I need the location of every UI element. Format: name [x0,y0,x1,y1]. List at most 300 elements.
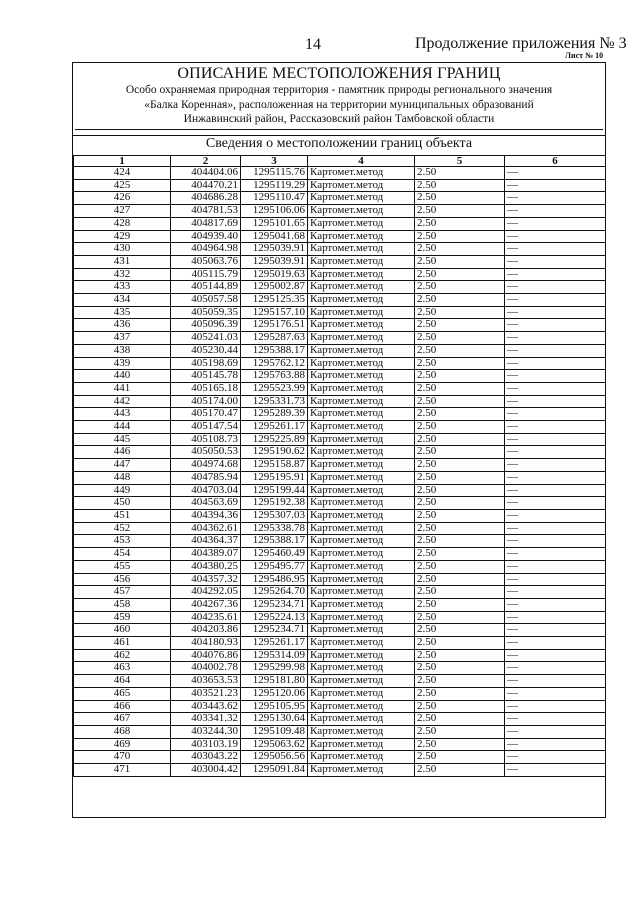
point-number-cell: 428 [74,217,171,230]
accuracy-cell: 2.50 [415,459,505,472]
table-row [74,764,606,777]
x-coordinate-cell: 405057.58 [171,294,241,307]
y-coordinate-cell: 1295181.80 [241,675,308,688]
table-header-row [74,156,606,167]
point-number-cell: 445 [74,433,171,446]
method-cell: Картомет.метод [308,370,415,383]
accuracy-cell: 2.50 [415,637,505,650]
note-cell: — [505,484,606,497]
note-cell: — [505,738,606,751]
method-cell: Картомет.метод [308,624,415,637]
method-cell: Картомет.метод [308,459,415,472]
point-number-cell: 459 [74,611,171,624]
table-row [74,459,606,472]
page-number: 14 [305,36,321,53]
method-cell: Картомет.метод [308,306,415,319]
note-cell: — [505,560,606,573]
x-coordinate-cell: 403443.62 [171,700,241,713]
method-cell: Картомет.метод [308,611,415,624]
point-number-cell: 430 [74,243,171,256]
point-number-cell: 433 [74,281,171,294]
accuracy-cell: 2.50 [415,306,505,319]
table-row [74,662,606,675]
method-cell: Картомет.метод [308,446,415,459]
note-cell: — [505,700,606,713]
y-coordinate-cell: 1295002.87 [241,281,308,294]
method-cell: Картомет.метод [308,179,415,192]
x-coordinate-cell: 405230.44 [171,344,241,357]
accuracy-cell: 2.50 [415,332,505,345]
y-coordinate-cell: 1295763.88 [241,370,308,383]
coordinates-table [73,155,606,777]
method-cell: Картомет.метод [308,738,415,751]
y-coordinate-cell: 1295109.48 [241,725,308,738]
table-row [74,357,606,370]
accuracy-cell: 2.50 [415,738,505,751]
accuracy-cell: 2.50 [415,395,505,408]
x-coordinate-cell: 405170.47 [171,408,241,421]
table-row [74,738,606,751]
y-coordinate-cell: 1295261.17 [241,421,308,434]
x-coordinate-cell: 404817.69 [171,217,241,230]
point-number-cell: 446 [74,446,171,459]
table-row [74,421,606,434]
y-coordinate-cell: 1295110.47 [241,192,308,205]
point-number-cell: 464 [74,675,171,688]
accuracy-cell: 2.50 [415,179,505,192]
x-coordinate-cell: 404785.94 [171,471,241,484]
table-row [74,624,606,637]
accuracy-cell: 2.50 [415,687,505,700]
table-row [74,446,606,459]
method-cell: Картомет.метод [308,700,415,713]
x-coordinate-cell: 404703.04 [171,484,241,497]
point-number-cell: 436 [74,319,171,332]
point-number-cell: 444 [74,421,171,434]
point-number-cell: 426 [74,192,171,205]
note-cell: — [505,281,606,294]
point-number-cell: 460 [74,624,171,637]
point-number-cell: 440 [74,370,171,383]
table-row [74,611,606,624]
note-cell: — [505,509,606,522]
point-number-cell: 466 [74,700,171,713]
accuracy-cell: 2.50 [415,535,505,548]
note-cell: — [505,306,606,319]
note-cell: — [505,205,606,218]
description-line: Особо охраняемая природная территория - памятник природы регионального значения [125,84,553,96]
accuracy-cell: 2.50 [415,624,505,637]
note-cell: — [505,332,606,345]
accuracy-cell: 2.50 [415,382,505,395]
table-row [74,319,606,332]
x-coordinate-cell: 405147.54 [171,421,241,434]
accuracy-cell: 2.50 [415,522,505,535]
x-coordinate-cell: 404364.37 [171,535,241,548]
method-cell: Картомет.метод [308,319,415,332]
note-cell: — [505,624,606,637]
method-cell: Картомет.метод [308,548,415,561]
point-number-cell: 462 [74,649,171,662]
accuracy-cell: 2.50 [415,255,505,268]
point-number-cell: 461 [74,637,171,650]
y-coordinate-cell: 1295091.84 [241,764,308,777]
y-coordinate-cell: 1295460.49 [241,548,308,561]
accuracy-cell: 2.50 [415,294,505,307]
x-coordinate-cell: 404267.36 [171,598,241,611]
table-row [74,433,606,446]
x-coordinate-cell: 404389.07 [171,548,241,561]
table-row [74,179,606,192]
accuracy-cell: 2.50 [415,598,505,611]
accuracy-cell: 2.50 [415,421,505,434]
table-row [74,255,606,268]
method-cell: Картомет.метод [308,560,415,573]
method-cell: Картомет.метод [308,649,415,662]
method-cell: Картомет.метод [308,675,415,688]
y-coordinate-cell: 1295115.76 [241,167,308,180]
note-cell: — [505,408,606,421]
method-cell: Картомет.метод [308,192,415,205]
y-coordinate-cell: 1295192.38 [241,497,308,510]
note-cell: — [505,459,606,472]
x-coordinate-cell: 404380.25 [171,560,241,573]
y-coordinate-cell: 1295101.65 [241,217,308,230]
note-cell: — [505,382,606,395]
table-row [74,344,606,357]
description-line: «Балка Коренная», расположенная на территории муниципальных образований [144,98,534,111]
note-cell: — [505,446,606,459]
table-row [74,370,606,383]
method-cell: Картомет.метод [308,408,415,421]
y-coordinate-cell: 1295495.77 [241,560,308,573]
description-line: Инжавинский район, Рассказовский район Тамбовской области [183,113,495,125]
x-coordinate-cell: 404470.21 [171,179,241,192]
accuracy-cell: 2.50 [415,649,505,662]
accuracy-cell: 2.50 [415,764,505,777]
y-coordinate-cell: 1295388.17 [241,344,308,357]
accuracy-cell: 2.50 [415,446,505,459]
x-coordinate-cell: 405059.35 [171,306,241,319]
note-cell: — [505,179,606,192]
point-number-cell: 455 [74,560,171,573]
accuracy-cell: 2.50 [415,281,505,294]
note-cell: — [505,357,606,370]
x-coordinate-cell: 404563.69 [171,497,241,510]
sheet-label: Лист № 10 [565,51,604,60]
note-cell: — [505,230,606,243]
point-number-cell: 439 [74,357,171,370]
method-cell: Картомет.метод [308,344,415,357]
table-row [74,586,606,599]
y-coordinate-cell: 1295199.44 [241,484,308,497]
point-number-cell: 450 [74,497,171,510]
note-cell: — [505,725,606,738]
method-cell: Картомет.метод [308,433,415,446]
note-cell: — [505,421,606,434]
y-coordinate-cell: 1295056.56 [241,751,308,764]
note-cell: — [505,471,606,484]
document-description [73,83,605,127]
note-cell: — [505,573,606,586]
x-coordinate-cell: 405165.18 [171,382,241,395]
table-row [74,268,606,281]
point-number-cell: 463 [74,662,171,675]
y-coordinate-cell: 1295176.51 [241,319,308,332]
table-row [74,687,606,700]
note-cell: — [505,649,606,662]
note-cell: — [505,535,606,548]
accuracy-cell: 2.50 [415,217,505,230]
point-number-cell: 452 [74,522,171,535]
note-cell: — [505,167,606,180]
table-row [74,509,606,522]
table-row [74,751,606,764]
method-cell: Картомет.метод [308,522,415,535]
method-cell: Картомет.метод [308,357,415,370]
point-number-cell: 449 [74,484,171,497]
y-coordinate-cell: 1295289.39 [241,408,308,421]
note-cell: — [505,611,606,624]
x-coordinate-cell: 405108.73 [171,433,241,446]
x-coordinate-cell: 404404.06 [171,167,241,180]
table-row [74,497,606,510]
y-coordinate-cell: 1295063.62 [241,738,308,751]
point-number-cell: 448 [74,471,171,484]
x-coordinate-cell: 405241.03 [171,332,241,345]
method-cell: Картомет.метод [308,217,415,230]
point-number-cell: 432 [74,268,171,281]
note-cell: — [505,751,606,764]
table-row [74,535,606,548]
table-row [74,725,606,738]
accuracy-cell: 2.50 [415,471,505,484]
y-coordinate-cell: 1295039.91 [241,243,308,256]
table-row [74,332,606,345]
note-cell: — [505,713,606,726]
point-number-cell: 429 [74,230,171,243]
x-coordinate-cell: 403244.30 [171,725,241,738]
note-cell: — [505,433,606,446]
note-cell: — [505,395,606,408]
table-row [74,700,606,713]
document-frame [72,62,606,818]
note-cell: — [505,294,606,307]
x-coordinate-cell: 403043.22 [171,751,241,764]
method-cell: Картомет.метод [308,205,415,218]
method-cell: Картомет.метод [308,725,415,738]
method-cell: Картомет.метод [308,484,415,497]
accuracy-cell: 2.50 [415,700,505,713]
table-row [74,649,606,662]
y-coordinate-cell: 1295287.63 [241,332,308,345]
x-coordinate-cell: 405063.76 [171,255,241,268]
method-cell: Картомет.метод [308,535,415,548]
method-cell: Картомет.метод [308,255,415,268]
note-cell: — [505,319,606,332]
document-title: ОПИСАНИЕ МЕСТОПОЛОЖЕНИЯ ГРАНИЦ [177,65,501,82]
point-number-cell: 425 [74,179,171,192]
note-cell: — [505,687,606,700]
method-cell: Картомет.метод [308,243,415,256]
point-number-cell: 469 [74,738,171,751]
table-row [74,382,606,395]
x-coordinate-cell: 404686.28 [171,192,241,205]
point-number-cell: 427 [74,205,171,218]
point-number-cell: 443 [74,408,171,421]
table-row [74,395,606,408]
table-row [74,205,606,218]
method-cell: Картомет.метод [308,586,415,599]
x-coordinate-cell: 403521.23 [171,687,241,700]
point-number-cell: 471 [74,764,171,777]
x-coordinate-cell: 405115.79 [171,268,241,281]
y-coordinate-cell: 1295307.03 [241,509,308,522]
method-cell: Картомет.метод [308,294,415,307]
table-row [74,294,606,307]
x-coordinate-cell: 404180.93 [171,637,241,650]
y-coordinate-cell: 1295234.71 [241,598,308,611]
point-number-cell: 453 [74,535,171,548]
y-coordinate-cell: 1295158.87 [241,459,308,472]
point-number-cell: 451 [74,509,171,522]
y-coordinate-cell: 1295331.73 [241,395,308,408]
x-coordinate-cell: 404357.32 [171,573,241,586]
accuracy-cell: 2.50 [415,192,505,205]
table-row [74,573,606,586]
accuracy-cell: 2.50 [415,268,505,281]
method-cell: Картомет.метод [308,471,415,484]
point-number-cell: 441 [74,382,171,395]
point-number-cell: 456 [74,573,171,586]
accuracy-cell: 2.50 [415,586,505,599]
x-coordinate-cell: 405096.39 [171,319,241,332]
note-cell: — [505,497,606,510]
accuracy-cell: 2.50 [415,319,505,332]
x-coordinate-cell: 404002.78 [171,662,241,675]
method-cell: Картомет.метод [308,509,415,522]
point-number-cell: 424 [74,167,171,180]
table-row [74,484,606,497]
table-row [74,548,606,561]
accuracy-cell: 2.50 [415,725,505,738]
note-cell: — [505,243,606,256]
y-coordinate-cell: 1295762.12 [241,357,308,370]
method-cell: Картомет.метод [308,764,415,777]
y-coordinate-cell: 1295130.64 [241,713,308,726]
method-cell: Картомет.метод [308,382,415,395]
y-coordinate-cell: 1295106.06 [241,205,308,218]
accuracy-cell: 2.50 [415,230,505,243]
point-number-cell: 431 [74,255,171,268]
accuracy-cell: 2.50 [415,243,505,256]
accuracy-cell: 2.50 [415,205,505,218]
y-coordinate-cell: 1295261.17 [241,637,308,650]
accuracy-cell: 2.50 [415,433,505,446]
section-title: Сведения о местоположении границ объекта [205,136,473,151]
accuracy-cell: 2.50 [415,344,505,357]
x-coordinate-cell: 403103.19 [171,738,241,751]
point-number-cell: 465 [74,687,171,700]
method-cell: Картомет.метод [308,687,415,700]
table-row [74,522,606,535]
method-cell: Картомет.метод [308,230,415,243]
note-cell: — [505,217,606,230]
x-coordinate-cell: 405198.69 [171,357,241,370]
point-number-cell: 454 [74,548,171,561]
point-number-cell: 442 [74,395,171,408]
table-row [74,713,606,726]
column-header: 4 [308,156,415,167]
method-cell: Картомет.метод [308,598,415,611]
note-cell: — [505,675,606,688]
note-cell: — [505,586,606,599]
note-cell: — [505,637,606,650]
x-coordinate-cell: 404076.86 [171,649,241,662]
x-coordinate-cell: 404203.86 [171,624,241,637]
note-cell: — [505,268,606,281]
table-row [74,598,606,611]
table-row [74,637,606,650]
accuracy-cell: 2.50 [415,484,505,497]
table-row [74,675,606,688]
table-row [74,243,606,256]
y-coordinate-cell: 1295388.17 [241,535,308,548]
accuracy-cell: 2.50 [415,675,505,688]
table-row [74,408,606,421]
y-coordinate-cell: 1295314.09 [241,649,308,662]
point-number-cell: 434 [74,294,171,307]
column-header: 2 [171,156,241,167]
accuracy-cell: 2.50 [415,713,505,726]
y-coordinate-cell: 1295224.13 [241,611,308,624]
y-coordinate-cell: 1295119.29 [241,179,308,192]
accuracy-cell: 2.50 [415,167,505,180]
accuracy-cell: 2.50 [415,611,505,624]
method-cell: Картомет.метод [308,713,415,726]
method-cell: Картомет.метод [308,751,415,764]
x-coordinate-cell: 404362.61 [171,522,241,535]
x-coordinate-cell: 405050.53 [171,446,241,459]
x-coordinate-cell: 405144.89 [171,281,241,294]
accuracy-cell: 2.50 [415,509,505,522]
point-number-cell: 438 [74,344,171,357]
y-coordinate-cell: 1295120.06 [241,687,308,700]
accuracy-cell: 2.50 [415,548,505,561]
method-cell: Картомет.метод [308,497,415,510]
accuracy-cell: 2.50 [415,560,505,573]
accuracy-cell: 2.50 [415,751,505,764]
note-cell: — [505,548,606,561]
y-coordinate-cell: 1295299.98 [241,662,308,675]
x-coordinate-cell: 403653.53 [171,675,241,688]
table-row [74,217,606,230]
note-cell: — [505,255,606,268]
table-row [74,281,606,294]
table-row [74,471,606,484]
x-coordinate-cell: 403341.32 [171,713,241,726]
table-row [74,192,606,205]
method-cell: Картомет.метод [308,268,415,281]
method-cell: Картомет.метод [308,167,415,180]
point-number-cell: 470 [74,751,171,764]
note-cell: — [505,764,606,777]
method-cell: Картомет.метод [308,421,415,434]
x-coordinate-cell: 404394.36 [171,509,241,522]
x-coordinate-cell: 404964.98 [171,243,241,256]
y-coordinate-cell: 1295105.95 [241,700,308,713]
point-number-cell: 435 [74,306,171,319]
